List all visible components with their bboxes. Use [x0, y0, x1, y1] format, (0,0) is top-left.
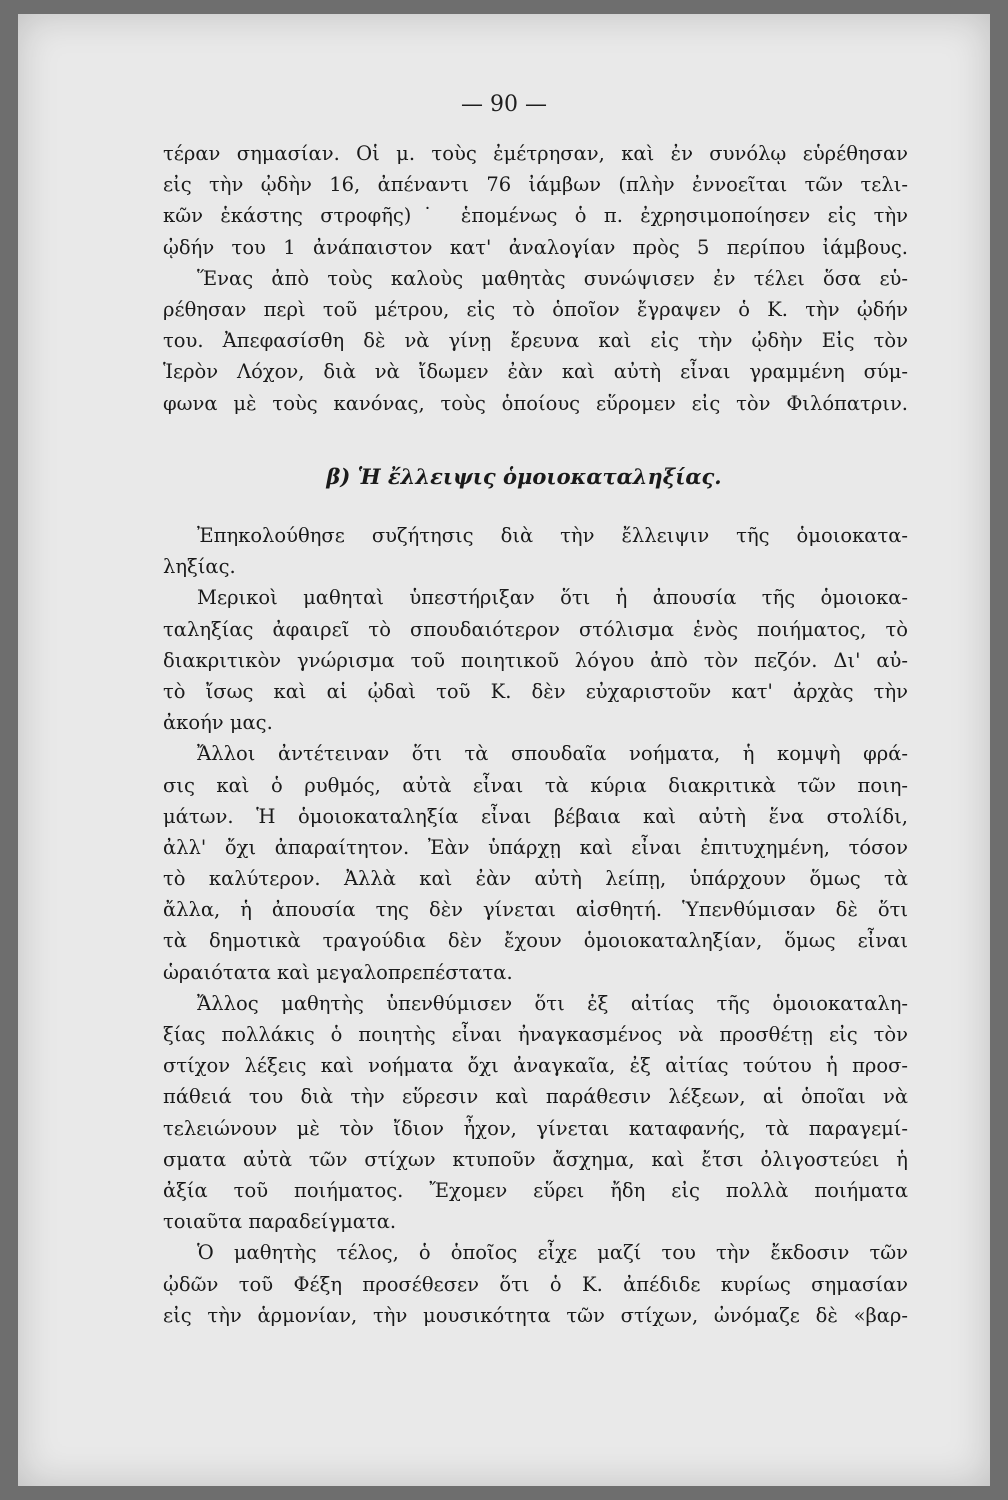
text-line: πάθειά του διὰ τὴν εὕρεσιν καὶ παράθεσιν λέξεων, αἱ ὁποῖαι νὰ — [163, 1085, 908, 1109]
text-line: Ἄλλος μαθητὴς ὑπενθύμισεν ὅτι ἐξ αἰτίας τῆς ὁμοιοκαταλη- — [197, 991, 908, 1015]
text-line: Μερικοὶ μαθηταὶ ὑπεστήριξαν ὅτι ἡ ἀπουσία τῆς ὁμοιοκα- — [197, 586, 908, 610]
text-line: εἰς τὴν ᾠδὴν 16, ἀπέναντι 76 ἰάμβων (πλὴν ἐννοεῖται τῶν τελι- — [163, 173, 908, 197]
text-line: τὸ καλύτερον. Ἀλλὰ καὶ ἐὰν αὐτὴ λείπῃ, ὑπάρχουν ὅμως τὰ — [163, 867, 908, 891]
text-line: ὡραιότατα καὶ μεγαλοπρεπέστατα. — [163, 960, 513, 984]
text-line: στίχον λέξεις καὶ νοήματα ὄχι ἀναγκαῖα, ἐξ αἰτίας τούτου ἡ προσ- — [163, 1054, 908, 1078]
text-line: Ὁ μαθητὴς τέλος, ὁ ὁποῖος εἶχε μαζί του τὴν ἔκδοσιν τῶν — [197, 1241, 908, 1265]
text-line: τὸ ἴσως καὶ αἱ ᾠδαὶ τοῦ Κ. δὲν εὐχαριστοῦν κατ' ἀρχὰς τὴν — [163, 679, 908, 703]
text-line: εἰς τὴν ἁρμονίαν, τὴν μουσικότητα τῶν στίχων, ὠνόμαζε δὲ «βαρ- — [163, 1303, 908, 1327]
text-line: Ἄλλοι ἀντέτειναν ὅτι τὰ σπουδαῖα νοήματα, ἡ κομψὴ φρά- — [197, 742, 908, 766]
text-line: μάτων. Ἡ ὁμοιοκαταληξία εἶναι βέβαια καὶ αὐτὴ ἕνα στολίδι, — [163, 804, 908, 828]
text-line: ἀκοήν μας. — [163, 711, 273, 735]
text-line: σματα αὐτὰ τῶν στίχων κτυποῦν ἄσχημα, καὶ ἔτσι ὀλιγοστεύει ἡ — [163, 1147, 908, 1171]
text-line: Ἱερὸν Λόχον, διὰ νὰ ἴδωμεν ἐὰν καὶ αὐτὴ εἶναι γραμμένη σύμ- — [163, 360, 908, 384]
text-line: τὰ δημοτικὰ τραγούδια δὲν ἔχουν ὁμοιοκαταληξίαν, ὅμως εἶναι — [163, 929, 908, 953]
text-line: ρέθησαν περὶ τοῦ μέτρου, εἰς τὸ ὁποῖον ἔγραψεν ὁ Κ. τὴν ᾠδήν — [163, 297, 908, 321]
text-line: κῶν ἑκάστης στροφῆς)˙ ἑπομένως ὁ π. ἐχρησιμοποίησεν εἰς τὴν — [163, 204, 908, 228]
paragraph-main — [163, 520, 908, 1331]
section-heading: β) Ἡ ἔλλειψις ὁμοιοκαταληξίας. — [326, 464, 722, 489]
page-number: — 90 — — [461, 92, 547, 117]
text-line: Ἐπηκολούθησε συζήτησις διὰ τὴν ἔλλειψιν τῆς ὁμοιοκατα- — [197, 524, 908, 547]
text-line: ταληξίας ἀφαιρεῖ τὸ σπουδαιότερον στόλισμα ἑνὸς ποιήματος, τὸ — [163, 617, 908, 641]
text-line: ᾠδήν του 1 ἀνάπαιστον κατ' ἀναλογίαν πρὸς 5 περίπου ἰάμβους. — [163, 235, 908, 259]
text-line: ᾠδῶν τοῦ Φέξη προσέθεσεν ὅτι ὁ Κ. ἀπέδιδε κυρίως σημασίαν — [163, 1272, 908, 1296]
text-line: διακριτικὸν γνώρισμα τοῦ ποιητικοῦ λόγου ἀπὸ τὸν πεζόν. Δι' αὐ- — [163, 648, 908, 672]
text-line: ἀλλ' ὄχι ἀπαραίτητον. Ἐὰν ὑπάρχῃ καὶ εἶναι ἐπιτυχημένη, τόσον — [163, 835, 908, 859]
text-line: του. Ἀπεφασίσθη δὲ νὰ γίνῃ ἔρευνα καὶ εἰς τὴν ᾠδὴν Εἰς τὸν — [163, 329, 908, 353]
text-line: τέραν σημασίαν. Οἱ μ. τοὺς ἐμέτρησαν, καὶ ἐν συνόλῳ εὑρέθησαν — [163, 142, 908, 165]
text-line: ἀξία τοῦ ποιήματος. Ἔχομεν εὕρει ἤδη εἰς πολλὰ ποιήματα — [163, 1178, 908, 1202]
text-line: σις καὶ ὁ ρυθμός, αὐτὰ εἶναι τὰ κύρια διακριτικὰ τῶν ποιη- — [163, 773, 908, 797]
paragraph-top — [163, 138, 908, 419]
text-line: Ἕνας ἀπὸ τοὺς καλοὺς μαθητὰς συνώψισεν ἐν τέλει ὅσα εὑ- — [197, 266, 908, 290]
text-line: τοιαῦτα παραδείγματα. — [163, 1210, 397, 1234]
text-line: ξίας πολλάκις ὁ ποιητὴς εἶναι ἠναγκασμένος νὰ προσθέτῃ εἰς τὸν — [163, 1023, 908, 1046]
text-line: ληξίας. — [163, 555, 236, 579]
text-line: τελειώνουν μὲ τὸν ἴδιον ἦχον, γίνεται καταφανής, τὰ παραγεμί- — [163, 1116, 908, 1140]
book-page — [18, 14, 990, 1486]
text-line: φωνα μὲ τοὺς κανόνας, τοὺς ὁποίους εὕρομεν εἰς τὸν Φιλόπατριν. — [163, 391, 908, 415]
text-line: ἄλλα, ἡ ἀπουσία της δὲν γίνεται αἰσθητή. Ὑπενθύμισαν δὲ ὅτι — [163, 898, 908, 922]
